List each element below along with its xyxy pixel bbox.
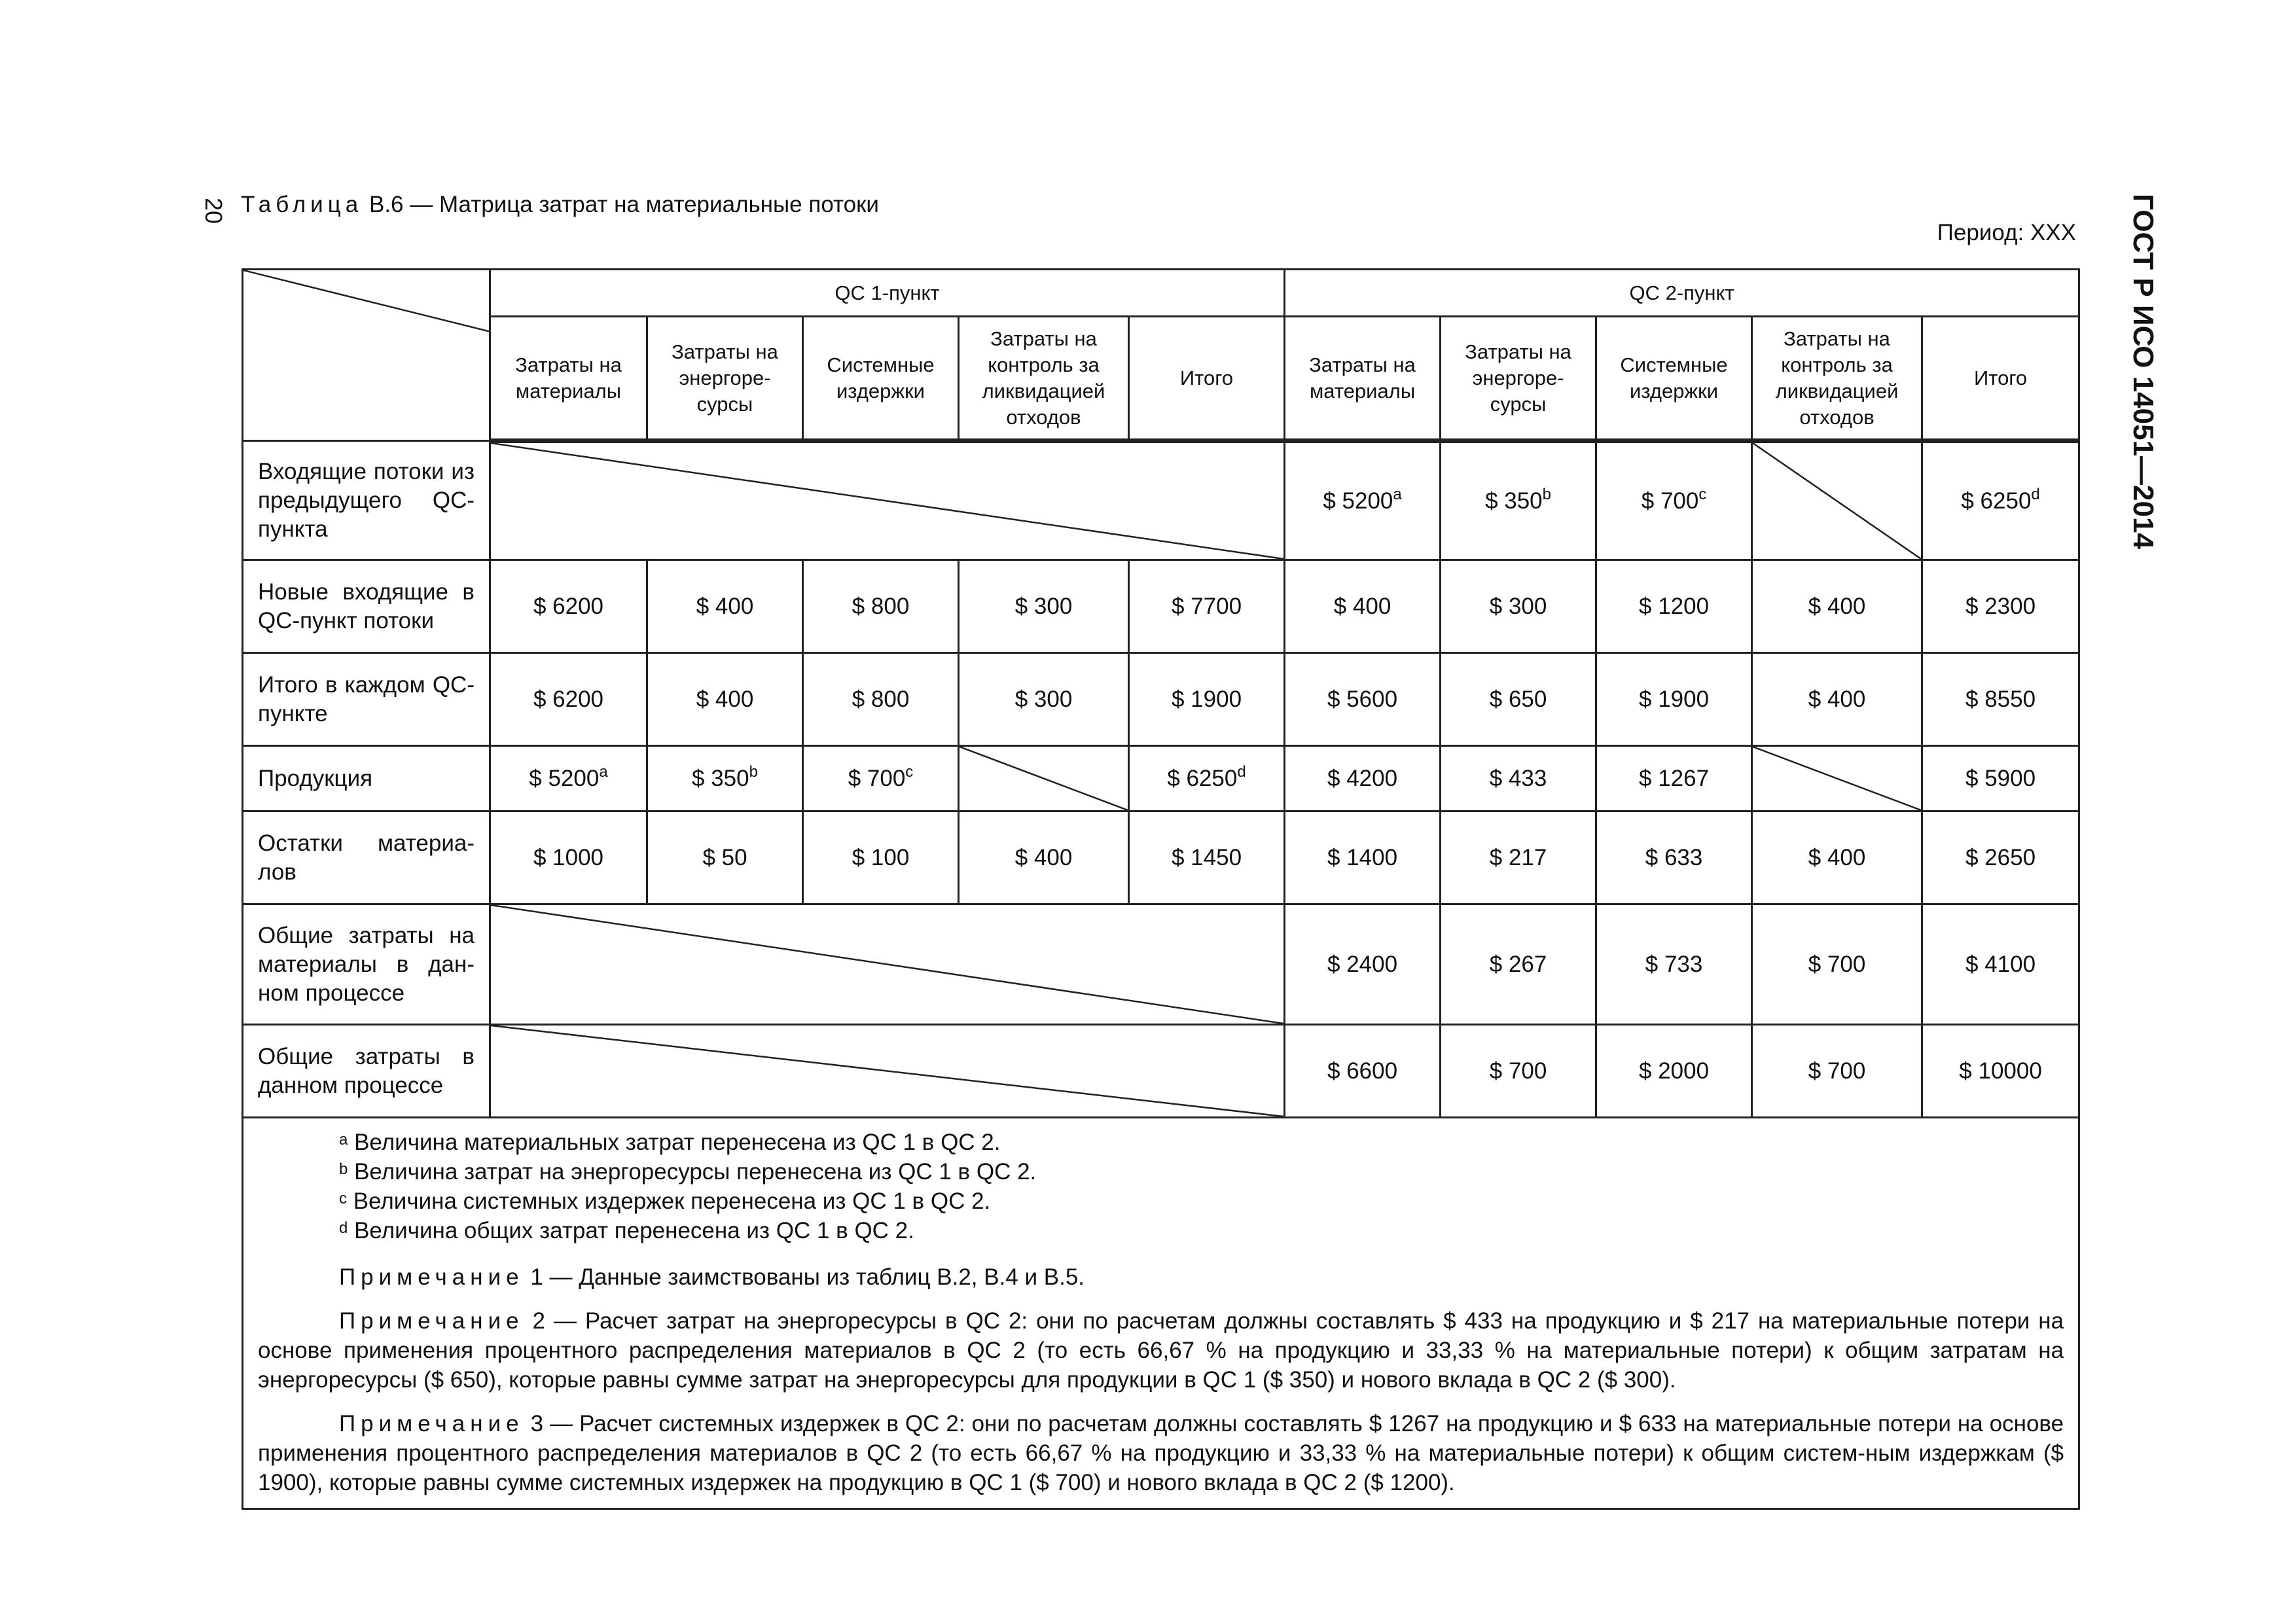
diagonal-line [1753, 443, 1921, 559]
qc2-cell [1285, 441, 1441, 560]
cell-value: $ 5900 [1965, 765, 2036, 791]
qc2-cell [1285, 560, 1441, 653]
cell-value: $ 400 [1808, 844, 1866, 870]
qc1-cell [1129, 560, 1285, 653]
qc2-cell [1596, 441, 1752, 560]
table-row [243, 746, 2079, 812]
column-header-row [243, 317, 2079, 441]
table-row [243, 812, 2079, 904]
qc2-cell [1596, 812, 1752, 904]
cell-value: $ 300 [1489, 593, 1547, 619]
qc2-cell [1441, 1025, 1596, 1118]
cell-value: $ 1267 [1639, 765, 1710, 791]
period-label: Период: ХХХ [1937, 220, 2076, 245]
column-header-qc2-5: Итого [1922, 317, 2079, 441]
cell-value: $ 7700 [1171, 593, 1242, 619]
diagonal-strike-line [960, 747, 1128, 810]
cell-value: $ 650 [1489, 686, 1547, 712]
cell-value: $ 400 [1333, 593, 1391, 619]
qc1-cell [959, 812, 1129, 904]
qc1-empty-span [490, 441, 1285, 560]
corner-diagonal [243, 270, 489, 440]
table-row [243, 653, 2079, 746]
diagonal-line [491, 1026, 1283, 1116]
qc2-cell [1922, 441, 2079, 560]
cell-value: $ 800 [852, 686, 910, 712]
row-label: Продукция [243, 746, 490, 812]
footnote [258, 1216, 2064, 1245]
cell-value: $ 1400 [1327, 844, 1398, 870]
qc1-cell [647, 812, 803, 904]
qc2-cell [1752, 904, 1922, 1025]
cell-value: $ 8550 [1965, 686, 2036, 712]
cell-value: $ 10000 [1959, 1058, 2042, 1084]
qc2-cell [1596, 746, 1752, 812]
qc1-cell [647, 746, 803, 812]
footnote-text: Величина системных издержек перенесена из QC 1 в QC 2. [347, 1188, 991, 1214]
footnote-mark: d [1237, 762, 1246, 781]
qc1-cell [803, 746, 959, 812]
footnote-mark: d [2031, 485, 2040, 503]
footnote-text: Величина материальных затрат перенесена из QC 1 в QC 2. [348, 1130, 1001, 1155]
qc2-cell [1752, 1025, 1922, 1118]
cell-value: $ 433 [1489, 765, 1547, 791]
qc2-cell [1752, 746, 1922, 812]
cell-value: $ 1900 [1171, 686, 1242, 712]
row-label: Остатки материа-лов [243, 812, 490, 904]
qc2-cell [1922, 746, 2079, 812]
column-header-qc1-4: Затраты на контроль за ликвидацией отходов [959, 317, 1129, 441]
diagonal-line [491, 905, 1283, 1024]
notes-row [243, 1118, 2079, 1509]
cell-value: $ 1900 [1639, 686, 1710, 712]
cell-value: $ 5200 [529, 765, 600, 791]
cell-value: $ 700 [1808, 951, 1866, 977]
qc1-empty-span [490, 904, 1285, 1025]
note-word: Примечание [339, 1308, 524, 1334]
qc1-cell [959, 653, 1129, 746]
cell-value: $ 2400 [1327, 951, 1398, 977]
cell-value: $ 5200 [1323, 488, 1393, 514]
qc1-cell [1129, 653, 1285, 746]
qc1-cell [490, 812, 647, 904]
diagonal-line [491, 443, 1283, 559]
cell-value: $ 400 [696, 593, 754, 619]
column-header-qc2-4: Затраты на контроль за ликвидацией отходов [1752, 317, 1922, 441]
notes-cell [243, 1118, 2079, 1509]
qc2-cell [1922, 653, 2079, 746]
diagonal-strike-line [491, 1026, 1283, 1116]
cell-value: $ 2650 [1965, 844, 2036, 870]
cell-value: $ 700 [1641, 488, 1699, 514]
note-text: 2 — Расчет затрат на энергоресурсы в QC 2: они по расчетам должны составлять $ 433 на продукцию и $ 217 на материальные потери на основе применения процентного распределения материалов в QC 2 (то есть 66,67 % на продукцию и 33,33 % на материальные потери) к общим затратам на энергоресурсы ($ 650), которые равны сумме затрат на энергоресурсы для продукции в QC 1 ($ 350) и нового вклада в QC 2 ($ 300). [258, 1308, 2064, 1393]
qc2-cell [1752, 441, 1922, 560]
column-header-qc1-2: Затраты на энергоре-сурсы [647, 317, 803, 441]
cell-value: $ 1000 [533, 844, 604, 870]
qc1-cell [959, 560, 1129, 653]
qc2-cell [1285, 653, 1441, 746]
cell-value: $ 800 [852, 593, 910, 619]
cost-matrix-table [242, 268, 2080, 1510]
cell-value: $ 267 [1489, 951, 1547, 977]
cell-value: $ 400 [696, 686, 754, 712]
cell-value: $ 4200 [1327, 765, 1398, 791]
column-header-qc2-1: Затраты на материалы [1285, 317, 1441, 441]
qc2-cell [1285, 904, 1441, 1025]
footnote-mark: a [599, 762, 608, 781]
qc1-cell [647, 560, 803, 653]
cell-value: $ 350 [692, 765, 749, 791]
column-header-qc1-5: Итого [1129, 317, 1285, 441]
cell-value: $ 700 [1489, 1058, 1547, 1084]
caption-text: В.6 — Матрица затрат на материальные потоки [368, 192, 879, 217]
qc1-cell [490, 746, 647, 812]
cell-value: $ 100 [852, 844, 910, 870]
diagonal-strike-line [1753, 747, 1921, 810]
cell-value: $ 4100 [1965, 951, 2036, 977]
qc2-cell [1441, 560, 1596, 653]
qc2-cell [1441, 904, 1596, 1025]
qc2-cell [1441, 441, 1596, 560]
footnote-mark: c [1698, 485, 1707, 503]
cell-value: $ 1200 [1639, 593, 1710, 619]
qc2-cell [1441, 812, 1596, 904]
qc2-cell [1752, 653, 1922, 746]
qc2-cell [1922, 904, 2079, 1025]
footnote-text: Величина общих затрат перенесена из QC 1 в QC 2. [348, 1218, 914, 1243]
cell-value: $ 6200 [533, 593, 604, 619]
qc1-cell [803, 653, 959, 746]
qc2-cell [1596, 1025, 1752, 1118]
cell-value: $ 6250 [1167, 765, 1238, 791]
table-row [243, 1025, 2079, 1118]
qc2-cell [1285, 812, 1441, 904]
cell-value: $ 633 [1645, 844, 1703, 870]
footnote [258, 1128, 2064, 1157]
caption-word: Таблица [241, 192, 363, 217]
page-number: 20 [200, 197, 227, 224]
note-paragraph [258, 1262, 2064, 1292]
column-header-qc1-3: Системные издержки [803, 317, 959, 441]
corner-diagonal-line [243, 270, 489, 331]
qc2-cell [1596, 904, 1752, 1025]
row-label: Новые входящие в QC-пункт потоки [243, 560, 490, 653]
qc2-cell [1596, 653, 1752, 746]
cell-value: $ 733 [1645, 951, 1703, 977]
column-header-qc2-2: Затраты на энергоре-сурсы [1441, 317, 1596, 441]
qc1-empty-span [490, 1025, 1285, 1118]
row-label: Общие затраты в данном процессе [243, 1025, 490, 1118]
note-text: 1 — Данные заимствованы из таблиц В.2, В.4 и В.5. [530, 1264, 1085, 1290]
row-label: Итого в каждом QC-пункте [243, 653, 490, 746]
note-text: 3 — Расчет системных издержек в QC 2: они по расчетам должны составлять $ 1267 на продукцию и $ 633 на материальные потери на основе применения процентного распределения материалов в QC 2 (то есть 66,67 % на продукцию и 33,33 % на материальные потери) к общим систем-ным издержкам ($ 1900), которые равны сумме системных издержек на продукцию в QC 1 ($ 700) и нового вклада в QC 2 ($ 1200). [258, 1411, 2064, 1495]
cell-value: $ 400 [1014, 844, 1073, 870]
column-header-qc1-1: Затраты на материалы [490, 317, 647, 441]
column-header-qc2-3: Системные издержки [1596, 317, 1752, 441]
footnote-text: Величина затрат на энергоресурсы перенесена из QC 1 в QC 2. [348, 1159, 1037, 1185]
cell-value: $ 300 [1014, 593, 1073, 619]
table-row [243, 904, 2079, 1025]
cell-value: $ 700 [1808, 1058, 1866, 1084]
note-paragraph [258, 1306, 2064, 1395]
row-label: Общие затраты на материалы в дан-ном процессе [243, 904, 490, 1025]
qc2-cell [1441, 653, 1596, 746]
footnote-mark: b [749, 762, 758, 781]
cell-value: $ 1450 [1171, 844, 1242, 870]
footnote [258, 1157, 2064, 1186]
footnote-mark: d [339, 1219, 348, 1237]
cell-value: $ 2300 [1965, 593, 2036, 619]
qc2-cell [1922, 560, 2079, 653]
qc1-cell [959, 746, 1129, 812]
cell-value: $ 350 [1485, 488, 1543, 514]
cell-value: $ 6600 [1327, 1058, 1398, 1084]
footnote-mark: c [339, 1190, 347, 1207]
cell-value: $ 300 [1014, 686, 1073, 712]
cell-value: $ 400 [1808, 593, 1866, 619]
cell-value: $ 5600 [1327, 686, 1398, 712]
qc1-cell [803, 812, 959, 904]
footnote-mark: b [1542, 485, 1552, 503]
standard-code: ГОСТ Р ИСО 14051—2014 [2127, 194, 2159, 549]
diagonal-strike-line [491, 443, 1283, 559]
qc2-cell [1441, 746, 1596, 812]
qc1-cell [647, 653, 803, 746]
cell-value: $ 217 [1489, 844, 1547, 870]
group-header-row [243, 270, 2079, 317]
footnote-mark: a [1393, 485, 1402, 503]
qc1-cell [490, 653, 647, 746]
qc1-cell [1129, 812, 1285, 904]
cell-value: $ 700 [848, 765, 906, 791]
cell-value: $ 400 [1808, 686, 1866, 712]
cell-value: $ 50 [702, 844, 747, 870]
diagonal-line [960, 747, 1128, 810]
footnote-mark: b [339, 1160, 348, 1178]
group-header-qc1: QC 1-пункт [490, 270, 1285, 317]
diagonal-line [1753, 747, 1921, 810]
cell-value: $ 2000 [1639, 1058, 1710, 1084]
table-caption [241, 190, 879, 220]
table-row [243, 441, 2079, 560]
qc2-cell [1922, 1025, 2079, 1118]
qc2-cell [1752, 812, 1922, 904]
footnote [258, 1186, 2064, 1216]
cell-value: $ 6250 [1961, 488, 2032, 514]
diagonal-strike-line [491, 905, 1283, 1024]
cell-value: $ 6200 [533, 686, 604, 712]
qc1-cell [490, 560, 647, 653]
qc2-cell [1922, 812, 2079, 904]
qc1-cell [803, 560, 959, 653]
note-word: Примечание [339, 1264, 524, 1290]
qc1-cell [1129, 746, 1285, 812]
note-paragraph [258, 1409, 2064, 1497]
group-header-qc2: QC 2-пункт [1285, 270, 2079, 317]
qc2-cell [1752, 560, 1922, 653]
corner-cell [243, 270, 490, 441]
footnote-mark: a [339, 1131, 348, 1149]
qc2-cell [1285, 746, 1441, 812]
note-word: Примечание [339, 1411, 524, 1436]
footnote-mark: c [905, 762, 914, 781]
qc2-cell [1596, 560, 1752, 653]
table-row [243, 560, 2079, 653]
diagonal-strike-line [1753, 443, 1921, 559]
qc2-cell [1285, 1025, 1441, 1118]
row-label: Входящие потоки из предыдущего QC-пункта [243, 441, 490, 560]
